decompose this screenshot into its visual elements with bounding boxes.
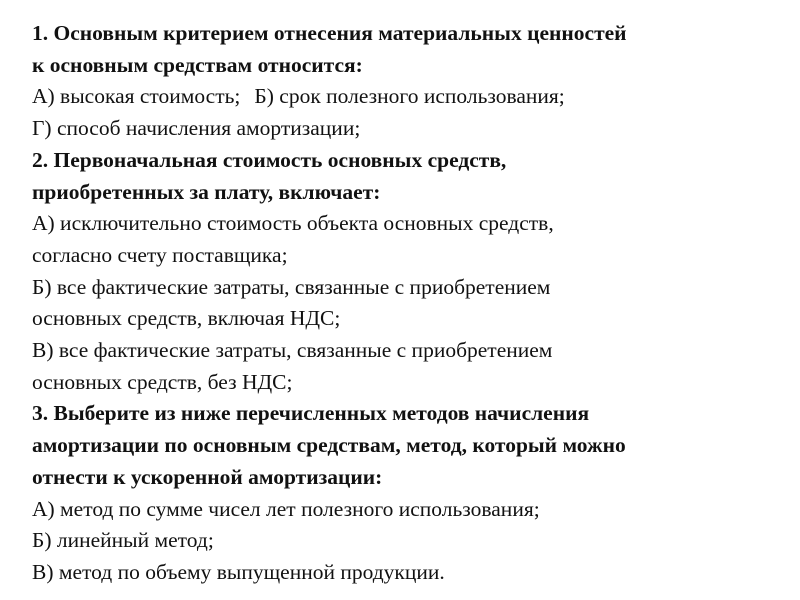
question-3: [32, 398, 782, 588]
answer-v-line-2: основных средств, без НДС;: [32, 369, 293, 394]
question-1-answers-line-1: [32, 81, 782, 113]
answer-v: В) метод по объему выпущенной продукции.: [32, 559, 445, 584]
answer-g: Г) способ начисления амортизации;: [32, 116, 361, 141]
question-2-text-line-2: приобретенных за плату, включает:: [32, 179, 381, 204]
question-1-text-line-2: к основным средствам относится:: [32, 52, 363, 77]
answer-a: А) метод по сумме чисел лет полезного использования;: [32, 496, 540, 521]
answer-b: Б) линейный метод;: [32, 528, 214, 553]
question-1: [32, 18, 782, 145]
question-3-text-line-1: 3. Выберите из ниже перечисленных методов начисления: [32, 401, 590, 426]
answer-a: А) высокая стоимость;: [32, 84, 241, 109]
answer-v-line-1: В) все фактические затраты, связанные с приобретением: [32, 338, 553, 363]
answer-a-line-2: согласно счету поставщика;: [32, 242, 288, 267]
question-3-text-line-2: амортизации по основным средствам, метод, который можно: [32, 433, 626, 458]
question-3-text-line-3: отнести к ускоренной амортизации:: [32, 464, 383, 489]
question-2-text-line-1: 2. Первоначальная стоимость основных средств,: [32, 147, 507, 172]
question-1-text-line-1: 1. Основным критерием отнесения материальных ценностей: [32, 21, 627, 45]
quiz-slide: [32, 18, 782, 589]
answer-b-line-2: основных средств, включая НДС;: [32, 306, 341, 331]
answer-b: Б) срок полезного использования;: [254, 84, 565, 109]
question-2: [32, 145, 782, 399]
answer-b-line-1: Б) все фактические затраты, связанные с приобретением: [32, 274, 551, 299]
answer-a-line-1: А) исключительно стоимость объекта основных средств,: [32, 211, 554, 236]
